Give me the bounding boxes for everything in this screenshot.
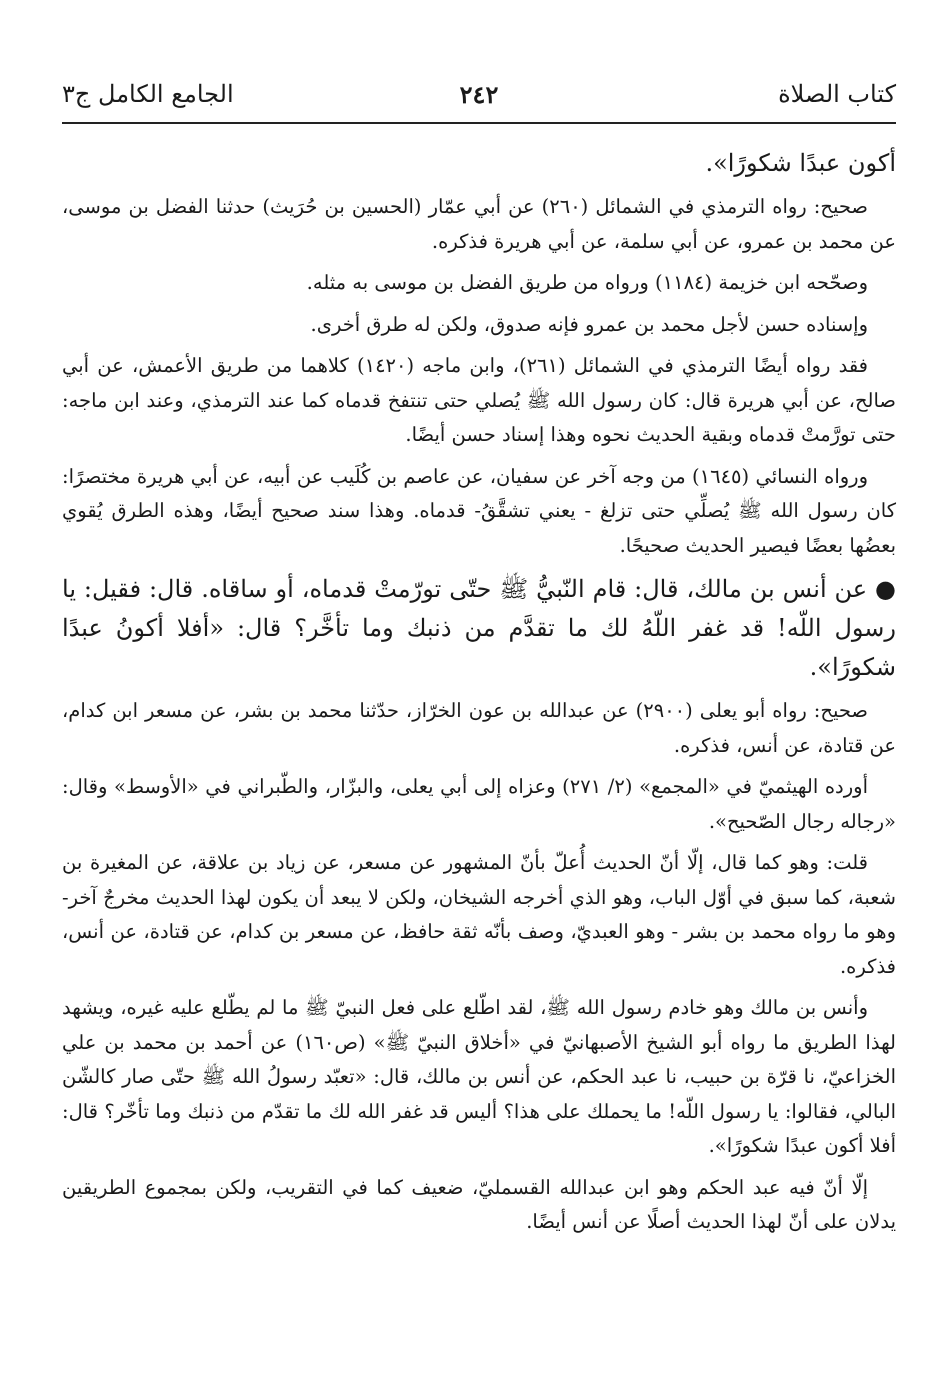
hadith-continuation: أكون عبدًا شكورًا». (705, 149, 896, 177)
book-page (62, 0, 896, 1389)
takhrij-paragraph: أورده الهيثميّ في «المجمع» (٢/ ٢٧١) وعزاه إلى أبي يعلى، والبزّار، والطّبراني في «الأوسط» وقال: «رجاله رجال الصّحيح». (62, 775, 896, 833)
takhrij-paragraph: قلت: وهو كما قال، إلّا أنّ الحديث أُعلّ بأنّ المشهور عن مسعر، عن زياد بن علاقة، عن المغيرة بن شعبة، كما سبق في أوّل الباب، وهو الذي أخرجه الشيخان، ولكن لا يبعد أن يكون لهذا الحديث مخرجٌ آخر- وهو ما رواه محمد بن بشر - وهو العبديّ، وصف بأنّه ثقة حافظ، عن مسعر بن كدام، عن قتادة، عن أنس، فذكره. (62, 851, 896, 978)
header-section-title: كتاب الصلاة (778, 80, 896, 108)
takhrij-paragraph: صحيح: رواه الترمذي في الشمائل (٢٦٠) عن أبي عمّار (الحسين بن حُرَيث) حدثنا الفضل بن موسى، عن محمد بن عمرو، عن أبي سلمة، عن أبي هريرة فذكره. (62, 195, 896, 253)
header-divider (62, 122, 896, 124)
hadith-text: ● عن أنس بن مالك، قال: قام النّبيُّ ﷺ حتّى تورّمتْ قدماه، أو ساقاه. قال: فقيل: يا رسول اللّه! قد غفر اللّهُ لك ما تقدَّم من ذنبك وما تأخَّر؟ قال: «أفلا أكونُ عبدًا شكورًا». (62, 575, 896, 681)
page-number: ٢٤٢ (459, 80, 499, 109)
takhrij-paragraph: ورواه النسائي (١٦٤٥) من وجه آخر عن سفيان، عن عاصم بن كُلَيب عن أبيه، عن أبي هريرة مختصرًا: كان رسول الله ﷺ يُصلِّي حتى تزلغ - يعني تشقَّقُ- قدماه. وهذا سند صحيح أيضًا، وهذه الطرق يُقوي بعضُها بعضًا فيصير الحديث صحيحًا. (62, 464, 896, 557)
takhrij-paragraph: صحيح: رواه أبو يعلى (٢٩٠٠) عن عبدالله بن عون الخرّاز، حدّثنا محمد بن بشر، عن مسعر ابن كدام، عن قتادة، عن أنس، فذكره. (62, 699, 896, 757)
header-book-title: الجامع الكامل ج٣ (62, 80, 234, 108)
takhrij-paragraph: وأنس بن مالك وهو خادم رسول الله ﷺ، لقد اطّلع على فعل النبيّ ﷺ ما لم يطّلع عليه غيره، ويشهد لهذا الطريق ما رواه أبو الشيخ الأصبهانيّ في «أخلاق النبيّ ﷺ» (ص١٦٠) عن أحمد بن محمد بن علي الخزاعيّ، نا قرّة بن حبيب، نا عبد الحكم، عن أنس بن مالك، قال: «تعبّد رسولُ الله ﷺ حتّى صار كالشّن البالي، فقالوا: يا رسول اللّه! ما يحملك على هذا؟ أليس قد غفر الله لك ما تقدّم من ذنبك وما تأخّر؟ قال: أفلا أكون عبدًا شكورًا». (62, 996, 896, 1157)
page-body (62, 144, 896, 1240)
takhrij-paragraph: إلّا أنّ فيه عبد الحكم وهو ابن عبدالله القسمليّ، ضعيف كما في التقريب، ولكن بمجموع الطريقين يدلان على أنّ لهذا الحديث أصلًا عن أنس أيضًا. (62, 1175, 896, 1233)
takhrij-paragraph: فقد رواه أيضًا الترمذي في الشمائل (٢٦١)، وابن ماجه (١٤٢٠) كلاهما من طريق الأعمش، عن أبي صالح، عن أبي هريرة قال: كان رسول الله ﷺ يُصلي حتى تنتفخ قدماه كما عند الترمذي، وعند ابن ماجه: حتى تورَّمتْ قدماه وبقية الحديث نحوه وهذا إسناد حسن أيضًا. (62, 354, 896, 446)
takhrij-paragraph: وإسناده حسن لأجل محمد بن عمرو فإنه صدوق، ولكن له طرق أخرى. (310, 312, 868, 336)
takhrij-paragraph: وصحّحه ابن خزيمة (١١٨٤) ورواه من طريق الفضل بن موسى به مثله. (306, 271, 868, 294)
running-header (62, 80, 896, 120)
